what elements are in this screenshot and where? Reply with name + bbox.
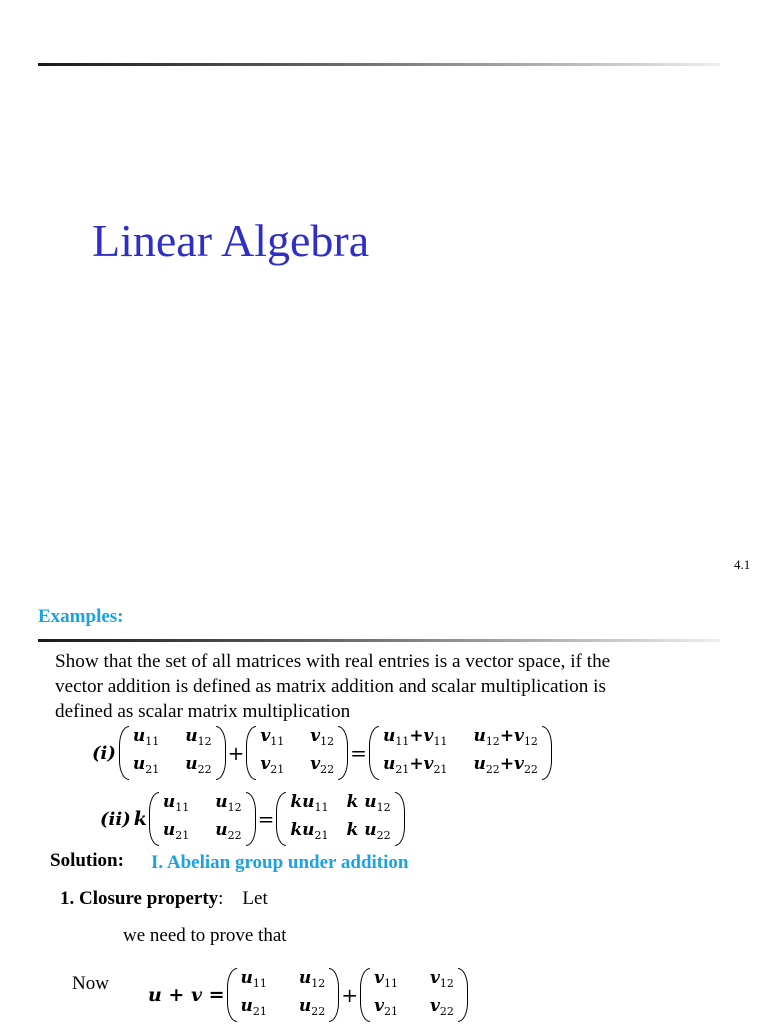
equation-matrix-addition: (i) $u_{11}$ $u_{12}$ $u_{21}$ $u_{22}$ + $v_{11}$ $v_{12}$ $v_{21}$ $v_{22}$ = $u_{11}+v_{11}$ $u_{12}+v_{12}$ $u_{21}+v_{21}$ $u_{22}+v_{22}$ — [92, 726, 552, 780]
now-label: Now — [72, 973, 109, 994]
equation-scalar-multiplication: (ii) k $u_{11}$ $u_{12}$ $u_{21}$ $u_{22}$ = $ku_{11}$ k $u_{12}$ $ku_{21}$ k $u_{22}$ — [100, 792, 405, 846]
equation-label: (ii) — [100, 808, 131, 830]
slide-title: Linear Algebra — [92, 215, 370, 266]
equation-lhs: u + v = — [148, 984, 225, 1006]
page-number: 4.1 — [734, 557, 751, 572]
abelian-group-heading: I. Abelian group under addition — [151, 852, 409, 873]
solution-label: Solution: — [50, 850, 124, 871]
problem-statement — [55, 649, 745, 724]
matrix-u: $u_{11}$ $u_{12}$ $u_{21}$ $u_{22}$ — [149, 792, 256, 846]
matrix-sum: $u_{11}+v_{11}$ $u_{12}+v_{12}$ $u_{21}+v_{21}$ $u_{22}+v_{22}$ — [369, 726, 552, 780]
closure-property-text: : Let — [218, 888, 268, 909]
equation-label: (i) — [92, 742, 116, 764]
closure-property-title: 1. Closure property — [60, 888, 219, 909]
matrix-v: $v_{11}$ $v_{12}$ $v_{21}$ $v_{22}$ — [246, 726, 348, 780]
matrix-u: $u_{11}$ $u_{12}$ $u_{21}$ $u_{22}$ — [119, 726, 226, 780]
problem-line: defined as scalar matrix multiplication — [55, 701, 351, 722]
closure-property-line — [60, 888, 268, 910]
matrix-v: $v_{11}$ $v_{12}$ $v_{21}$ $v_{22}$ — [360, 968, 468, 1022]
matrix-u: $u_{11}$ $u_{12}$ $u_{21}$ $u_{22}$ — [227, 968, 340, 1022]
examples-heading: Examples: — [38, 606, 124, 627]
examples-divider — [38, 639, 720, 642]
top-divider — [38, 63, 720, 66]
problem-line: vector addition is defined as matrix addition and scalar multiplication is — [55, 676, 606, 697]
need-to-prove-text: we need to prove that — [123, 925, 287, 946]
matrix-scaled: $ku_{11}$ k $u_{12}$ $ku_{21}$ k $u_{22}$ — [276, 792, 404, 846]
equation-u-plus-v: u + v = $u_{11}$ $u_{12}$ $u_{21}$ $u_{22}$ + $v_{11}$ $v_{12}$ $v_{21}$ $v_{22}$ — [148, 968, 468, 1022]
problem-line: Show that the set of all matrices with real entries is a vector space, if the — [55, 651, 611, 672]
